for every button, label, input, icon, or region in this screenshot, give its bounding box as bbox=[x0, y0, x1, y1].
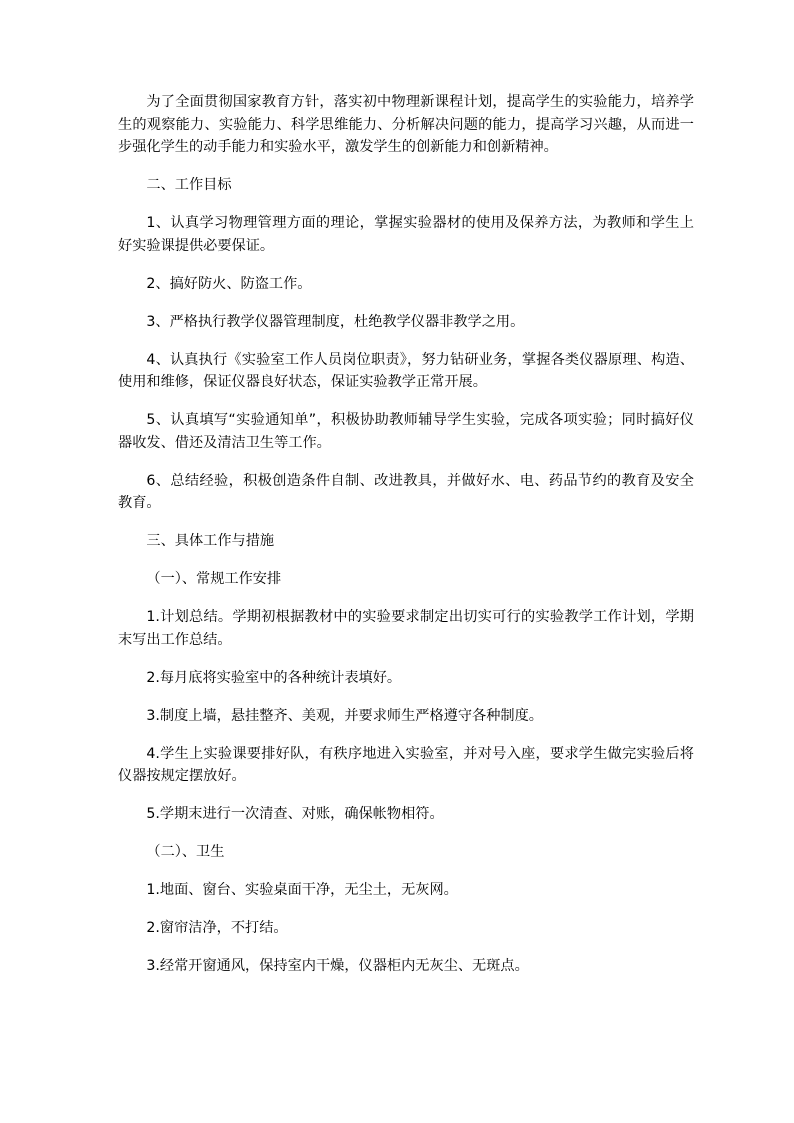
section-heading-measures: 三、具体工作与措施 bbox=[146, 533, 275, 549]
routine-item-5: 5.学期末进行一次清查、对账，确保帐物相符。 bbox=[146, 806, 444, 822]
intro-paragraph: 为了全面贯彻国家教育方针，落实初中物理新课程计划，提高学生的实验能力，培养学生的观察能力、实验能力、科学思维能力、分析解决问题的能力，提高学习兴趣，从而进一步强化学生的动手能力和实验水平，激发学生的创新能力和创新精神。 bbox=[118, 94, 694, 155]
goal-item-5: 5、认真填写“实验通知单”，积极协助教师辅导学生实验，完成各项实验；同时搞好仪器收发、借还及清洁卫生等工作。 bbox=[118, 412, 694, 451]
routine-item-2: 2.每月底将实验室中的各种统计表填好。 bbox=[146, 669, 402, 686]
routine-item-3: 3.制度上墙，悬挂整齐、美观，并要求师生严格遵守各种制度。 bbox=[146, 707, 543, 724]
document-body bbox=[118, 91, 694, 978]
routine-item-4: 4.学生上实验课要排好队，有秩序地进入实验室，并对号入座，要求学生做完实验后将仪器按规定摆放好。 bbox=[118, 745, 694, 784]
section-heading-work-goals: 二、工作目标 bbox=[146, 177, 232, 193]
subsection-heading-hygiene: （二）、卫生 bbox=[146, 844, 225, 860]
hygiene-item-2: 2.窗帘洁净，不打结。 bbox=[146, 920, 288, 936]
goal-item-3: 3、严格执行教学仪器管理制度，杜绝教学仪器非教学之用。 bbox=[146, 313, 525, 330]
subsection-heading-routine: （一）、常规工作安排 bbox=[146, 571, 282, 587]
hygiene-item-3: 3.经常开窗通风，保持室内干燥，仪器柜内无灰尘、无斑点。 bbox=[146, 958, 529, 974]
goal-item-1: 1、认真学习物理管理方面的理论，掌握实验器材的使用及保养方法，为教师和学生上好实验课提供必要保证。 bbox=[118, 215, 694, 254]
goal-item-6: 6、总结经验，积极创造条件自制、改进教具，并做好水、电、药品节约的教育及安全教育。 bbox=[118, 472, 694, 511]
goal-item-4: 4、认真执行《实验室工作人员岗位职责》，努力钻研业务，掌握各类仪器原理、构造、使用和维修，保证仪器良好状态，保证实验教学正常开展。 bbox=[118, 351, 694, 390]
hygiene-item-1: 1.地面、窗台、实验桌面干净，无尘土，无灰网。 bbox=[146, 882, 458, 898]
routine-item-1: 1.计划总结。学期初根据教材中的实验要求制定出切实可行的实验教学工作计划，学期末写出工作总结。 bbox=[118, 609, 694, 648]
goal-item-2: 2、搞好防火、防盗工作。 bbox=[146, 275, 312, 292]
